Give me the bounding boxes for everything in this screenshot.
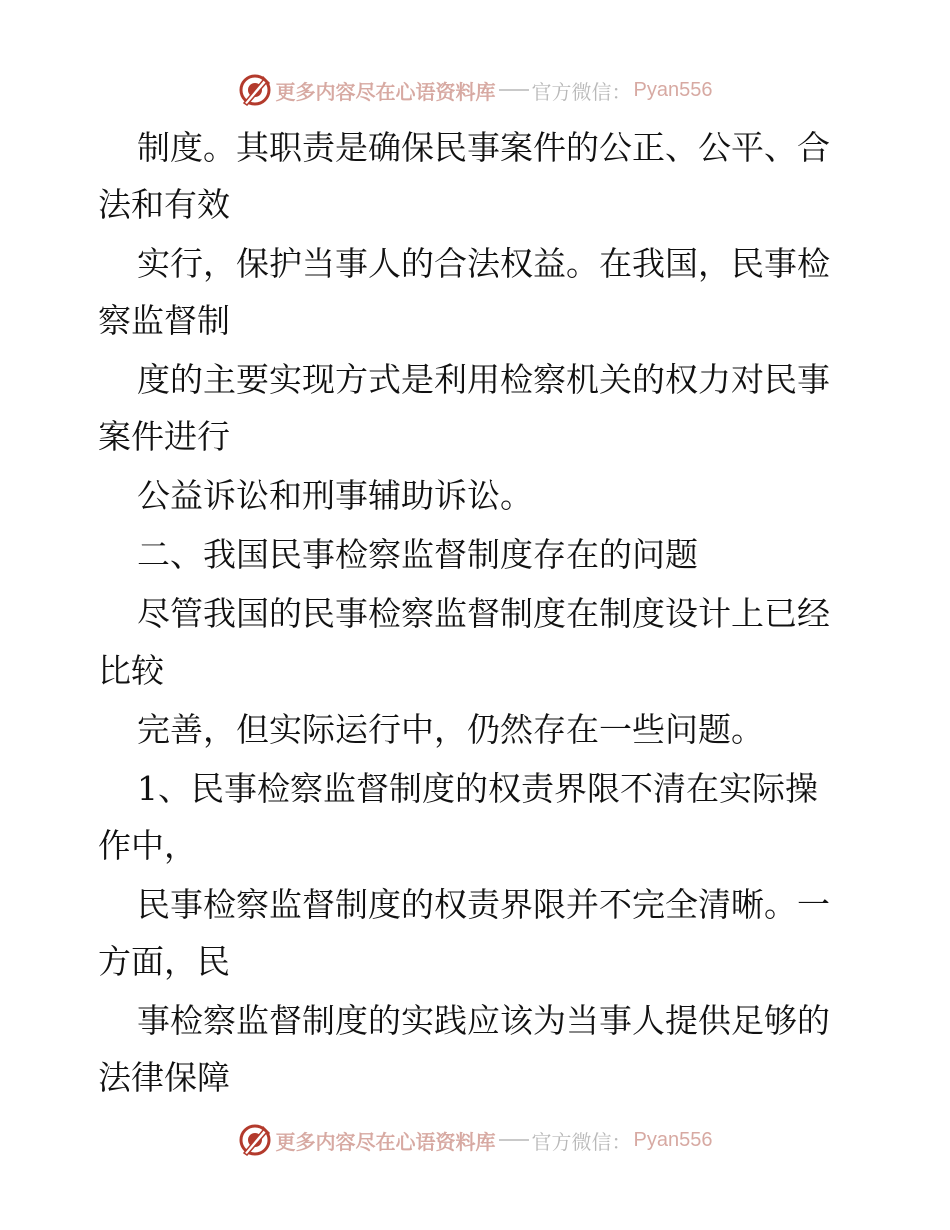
text-line: 尽管我国的民事检察监督制度在制度设计上已经	[137, 594, 830, 633]
text-line: 法和有效	[98, 185, 230, 224]
text-line: 案件进行	[98, 417, 230, 456]
watermark-main-text: 更多内容尽在心语资料库	[275, 79, 496, 104]
watermark-dash	[499, 1139, 529, 1141]
watermark-label: 官方微信：	[531, 1129, 632, 1154]
text-line: 察监督制	[98, 301, 230, 340]
text-line: 公益诉讼和刑事辅助诉讼。	[137, 476, 533, 515]
footer-watermark	[0, 1120, 950, 1160]
text-line: 方面，民	[98, 942, 230, 981]
watermark-id: Pyan556	[633, 1128, 713, 1151]
text-line: 比较	[98, 651, 164, 690]
text-line: 度的主要实现方式是利用检察机关的权力对民事	[137, 360, 830, 399]
text-line: 作中，	[98, 826, 197, 865]
watermark-id: Pyan556	[633, 78, 713, 101]
text-line: 制度。其职责是确保民事案件的公正、公平、合	[137, 128, 830, 167]
quill-pen-logo-icon	[238, 1123, 272, 1157]
text-line: 完善，但实际运行中，仍然存在一些问题。	[137, 710, 764, 749]
text-line: 实行，保护当事人的合法权益。在我国，民事检	[137, 244, 830, 283]
watermark-label: 官方微信：	[531, 79, 632, 104]
text-line: 民事检察监督制度的权责界限并不完全清晰。一	[137, 885, 830, 924]
numbered-point: 1、民事检察监督制度的权责界限不清在实际操	[137, 769, 818, 808]
section-heading: 二、我国民事检察监督制度存在的问题	[137, 535, 698, 574]
text-line: 法律保障	[98, 1058, 230, 1097]
watermark-main-text: 更多内容尽在心语资料库	[275, 1129, 496, 1154]
text-line: 事检察监督制度的实践应该为当事人提供足够的	[137, 1001, 830, 1040]
